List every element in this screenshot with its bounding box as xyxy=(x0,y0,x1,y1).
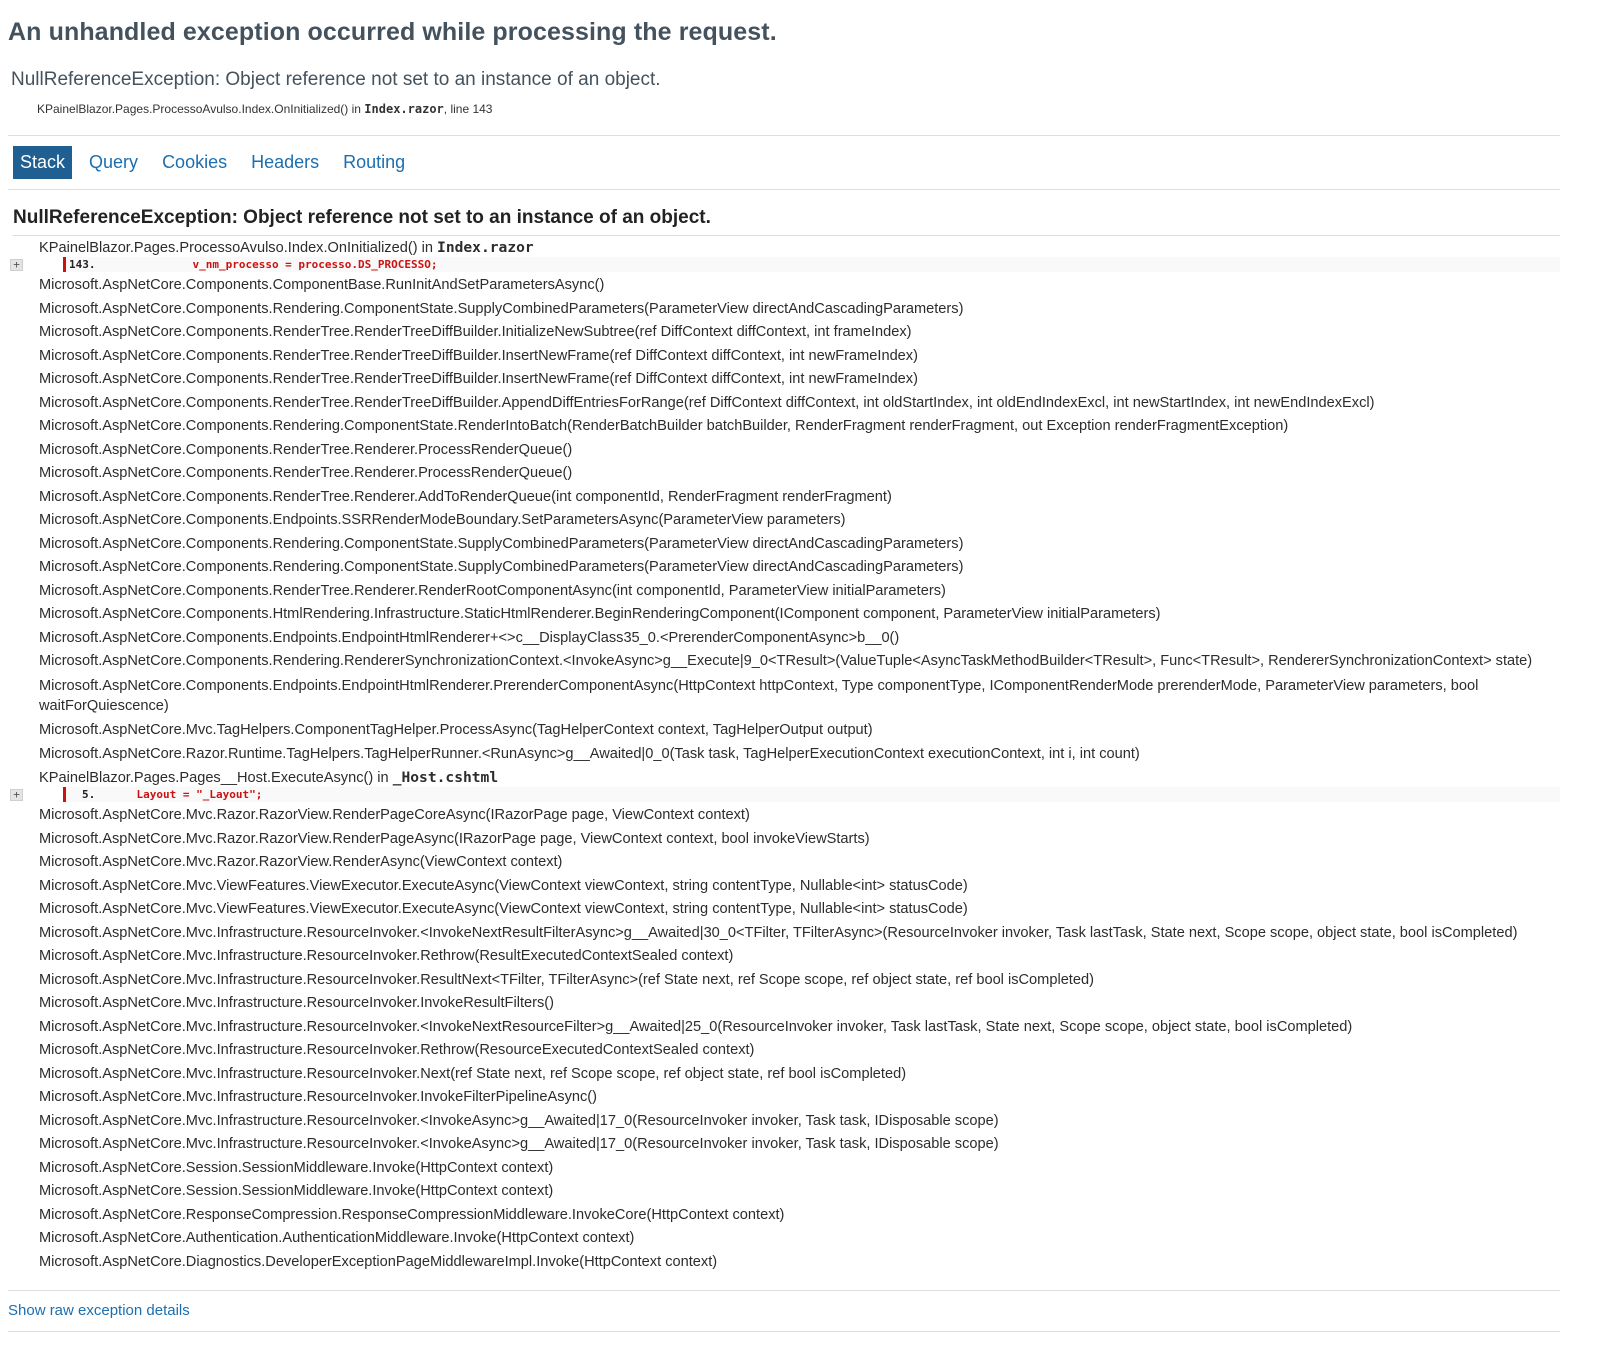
source-snippet xyxy=(8,787,1560,804)
stack-frame: Microsoft.AspNetCore.Mvc.Razor.RazorView.RenderPageCoreAsync(IRazorPage page, ViewContext context) xyxy=(39,807,750,823)
stack-frame: Microsoft.AspNetCore.Mvc.Infrastructure.ResourceInvoker.Rethrow(ResultExecutedContextSealed context) xyxy=(39,948,734,964)
frame-method: KPainelBlazor.Pages.ProcessoAvulso.Index.OnInitialized() in xyxy=(39,240,438,256)
stack-frame: Microsoft.AspNetCore.Razor.Runtime.TagHelpers.TagHelperRunner.<RunAsync>g__Awaited|0_0(Task task, TagHelperExecutionContext executionContext, int i, int count) xyxy=(39,745,1140,762)
line-number: 5. xyxy=(82,788,96,801)
frame-file: _Host.cshtml xyxy=(392,769,499,786)
stack-frame: Microsoft.AspNetCore.Mvc.Infrastructure.ResourceInvoker.<InvokeAsync>g__Awaited|17_0(ResourceInvoker invoker, Task task, IDisposable scope) xyxy=(39,1136,999,1152)
tab-routing[interactable]: Routing xyxy=(343,152,406,172)
stack-frame: Microsoft.AspNetCore.Components.Rendering.RendererSynchronizationContext.<InvokeAsync>g__Execute|9_0<TResult>(ValueTuple<AsyncTaskMethodBuilder<TResult>, Func<TResult>, RendererSynchronizationContext> state) xyxy=(39,653,1533,669)
stack-frame: Microsoft.AspNetCore.Mvc.Infrastructure.ResourceInvoker.ResultNext<TFilter, TFilterAsync>(ref State next, ref Scope scope, ref object state, ref bool isCompleted) xyxy=(39,971,1094,988)
location-method: KPainelBlazor.Pages.ProcessoAvulso.Index.OnInitialized() in xyxy=(37,102,365,116)
stack-frames xyxy=(8,236,1560,1274)
stack-frame: Microsoft.AspNetCore.Session.SessionMiddleware.Invoke(HttpContext context) xyxy=(39,1183,554,1199)
line-number: 143. xyxy=(69,258,96,271)
exception-summary: NullReferenceException: Object reference not set to an instance of an object. xyxy=(11,69,661,90)
tab-cookies[interactable]: Cookies xyxy=(162,152,228,172)
expand-icon[interactable]: + xyxy=(10,789,23,801)
stack-frame: Microsoft.AspNetCore.Mvc.Infrastructure.ResourceInvoker.<InvokeAsync>g__Awaited|17_0(ResourceInvoker invoker, Task task, IDisposable scope) xyxy=(39,1112,999,1129)
tab-bar xyxy=(13,146,422,179)
location-file: Index.razor xyxy=(364,102,444,116)
stack-frame: Microsoft.AspNetCore.ResponseCompression.ResponseCompressionMiddleware.InvokeCore(HttpContext context) xyxy=(39,1206,785,1223)
stack-frame: Microsoft.AspNetCore.Mvc.Razor.RazorView.RenderPageAsync(IRazorPage page, ViewContext context, bool invokeViewStarts) xyxy=(39,830,870,847)
source-code-line xyxy=(63,257,1560,272)
stack-frame: Microsoft.AspNetCore.Components.Endpoints.EndpointHtmlRenderer.PrerenderComponentAsync(HttpContext httpContext, Type componentType, IComponentRenderMode prerenderMode, ParameterView parameters, bool waitForQuiescence) xyxy=(39,677,1479,714)
stack-frame: Microsoft.AspNetCore.Authentication.AuthenticationMiddleware.Invoke(HttpContext context) xyxy=(39,1230,635,1246)
tab-headers[interactable]: Headers xyxy=(251,152,320,172)
stack-frame: Microsoft.AspNetCore.Components.RenderTree.Renderer.ProcessRenderQueue() xyxy=(39,441,573,458)
stack-frame: Microsoft.AspNetCore.Mvc.Infrastructure.ResourceInvoker.InvokeFilterPipelineAsync() xyxy=(39,1089,598,1105)
show-raw-exception-link[interactable]: Show raw exception details xyxy=(8,1302,190,1319)
stack-frame: Microsoft.AspNetCore.Components.Rendering.ComponentState.SupplyCombinedParameters(ParameterView directAndCascadingParameters) xyxy=(39,300,964,317)
stack-frame: Microsoft.AspNetCore.Components.RenderTree.Renderer.RenderRootComponentAsync(int componentId, ParameterView initialParameters) xyxy=(39,582,946,599)
divider xyxy=(8,135,1560,136)
stack-frame: Microsoft.AspNetCore.Mvc.Razor.RazorView.RenderAsync(ViewContext context) xyxy=(39,854,563,870)
exception-heading: NullReferenceException: Object reference not set to an instance of an object. xyxy=(13,207,711,228)
stack-frame: Microsoft.AspNetCore.Components.Rendering.ComponentState.SupplyCombinedParameters(ParameterView directAndCascadingParameters) xyxy=(39,535,964,552)
stack-frame: Microsoft.AspNetCore.Diagnostics.DeveloperExceptionPageMiddlewareImpl.Invoke(HttpContext context) xyxy=(39,1253,718,1270)
stack-frame: Microsoft.AspNetCore.Components.RenderTree.RenderTreeDiffBuilder.InsertNewFrame(ref DiffContext diffContext, int newFrameIndex) xyxy=(39,371,918,387)
stack-frame: Microsoft.AspNetCore.Mvc.Infrastructure.ResourceInvoker.Next(ref State next, ref Scope scope, ref object state, ref bool isCompleted) xyxy=(39,1065,907,1082)
source-snippet xyxy=(8,257,1560,274)
stack-frame: Microsoft.AspNetCore.Mvc.ViewFeatures.ViewExecutor.ExecuteAsync(ViewContext viewContext, string contentType, Nullable<int> statusCode) xyxy=(39,901,968,917)
stack-frame: Microsoft.AspNetCore.Mvc.Infrastructure.ResourceInvoker.Rethrow(ResourceExecutedContextSealed context) xyxy=(39,1042,755,1058)
stack-frame-source xyxy=(39,766,1560,787)
stack-frame: Microsoft.AspNetCore.Mvc.TagHelpers.ComponentTagHelper.ProcessAsync(TagHelperContext context, TagHelperOutput output) xyxy=(39,722,873,738)
expand-icon[interactable]: + xyxy=(10,259,23,271)
divider xyxy=(8,189,1560,190)
location-line: , line 143 xyxy=(443,102,493,116)
stack-frame-source xyxy=(39,236,1560,257)
source-code: v_nm_processo = processo.DS_PROCESSO; xyxy=(113,258,438,271)
stack-frame: Microsoft.AspNetCore.Components.Endpoints.EndpointHtmlRenderer+<>c__DisplayClass35_0.<PrerenderComponentAsync>b__0() xyxy=(39,629,900,646)
stack-frame: Microsoft.AspNetCore.Components.RenderTree.RenderTreeDiffBuilder.AppendDiffEntriesForRange(ref DiffContext diffContext, int oldStartIndex, int oldEndIndexExcl, int newStartIndex, int newEndIndexExcl) xyxy=(39,394,1375,411)
exception-location xyxy=(37,102,492,116)
page-title: An unhandled exception occurred while processing the request. xyxy=(8,18,777,46)
stack-frame: Microsoft.AspNetCore.Components.RenderTree.Renderer.AddToRenderQueue(int componentId, RenderFragment renderFragment) xyxy=(39,488,892,505)
stack-frame: Microsoft.AspNetCore.Mvc.Infrastructure.ResourceInvoker.<InvokeNextResourceFilter>g__Awaited|25_0(ResourceInvoker invoker, Task lastTask, State next, Scope scope, object state, bool isCompleted) xyxy=(39,1018,1353,1035)
source-code: Layout = "_Layout"; xyxy=(110,788,263,801)
frame-file: Index.razor xyxy=(437,239,534,256)
stack-frame: Microsoft.AspNetCore.Components.Endpoints.SSRRenderModeBoundary.SetParametersAsync(ParameterView parameters) xyxy=(39,512,846,528)
stack-frame: Microsoft.AspNetCore.Session.SessionMiddleware.Invoke(HttpContext context) xyxy=(39,1159,554,1176)
stack-frame: Microsoft.AspNetCore.Components.Rendering.ComponentState.SupplyCombinedParameters(ParameterView directAndCascadingParameters) xyxy=(39,559,964,575)
stack-frame: Microsoft.AspNetCore.Mvc.Infrastructure.ResourceInvoker.<InvokeNextResultFilterAsync>g__Awaited|30_0<TFilter, TFilterAsync>(ResourceInvoker invoker, Task lastTask, State next, Scope scope, object state, bool isCompleted) xyxy=(39,924,1518,941)
stack-frame: Microsoft.AspNetCore.Components.RenderTree.Renderer.ProcessRenderQueue() xyxy=(39,465,573,481)
stack-frame: Microsoft.AspNetCore.Components.ComponentBase.RunInitAndSetParametersAsync() xyxy=(39,277,605,293)
frame-method: KPainelBlazor.Pages.Pages__Host.ExecuteAsync() in xyxy=(39,770,393,786)
tab-stack[interactable]: Stack xyxy=(13,146,72,179)
stack-frame: Microsoft.AspNetCore.Mvc.Infrastructure.ResourceInvoker.InvokeResultFilters() xyxy=(39,995,554,1011)
stack-frame: Microsoft.AspNetCore.Components.RenderTree.RenderTreeDiffBuilder.InsertNewFrame(ref DiffContext diffContext, int newFrameIndex) xyxy=(39,347,918,364)
source-code-line xyxy=(63,787,1560,802)
divider xyxy=(8,1290,1560,1291)
stack-frame: Microsoft.AspNetCore.Components.HtmlRendering.Infrastructure.StaticHtmlRenderer.BeginRenderingComponent(IComponent component, ParameterView initialParameters) xyxy=(39,606,1161,622)
stack-frame: Microsoft.AspNetCore.Mvc.ViewFeatures.ViewExecutor.ExecuteAsync(ViewContext viewContext, string contentType, Nullable<int> statusCode) xyxy=(39,877,968,894)
tab-query[interactable]: Query xyxy=(89,152,139,172)
stack-frame: Microsoft.AspNetCore.Components.Rendering.ComponentState.RenderIntoBatch(RenderBatchBuilder batchBuilder, RenderFragment renderFragment, out Exception renderFragmentException) xyxy=(39,418,1289,434)
stack-frame: Microsoft.AspNetCore.Components.RenderTree.RenderTreeDiffBuilder.InitializeNewSubtree(ref DiffContext diffContext, int frameIndex) xyxy=(39,324,912,340)
divider xyxy=(8,1331,1560,1332)
